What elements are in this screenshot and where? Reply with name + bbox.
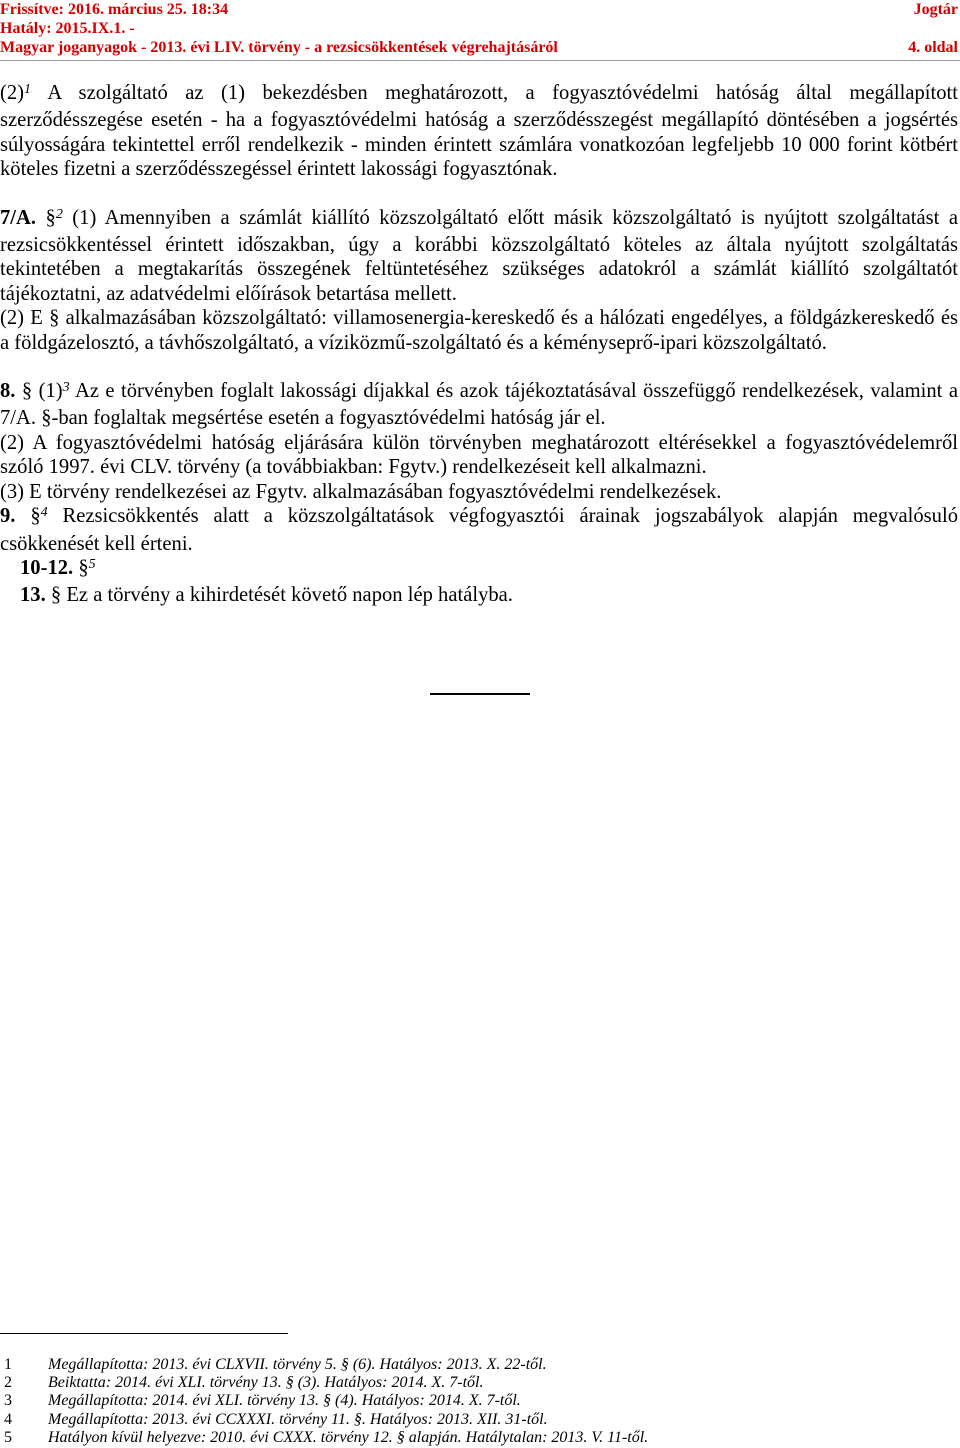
updated-date: Frissítve: 2016. március 25. 18:34 (0, 1, 229, 18)
section-number: 9. (0, 505, 16, 528)
paragraph-2: $(2)^1$ A szolgáltató az (1) bekezdésben meghatározott, a fogyasztóvédelmi hatóság által megállapított szerződésszegése esetén - ha a fogyasztóvédelmi hatóság a szerződésszegést megállapító döntésében a jogsértés súlyosságára tekintettel erről rendelkezik - minden érintett számlára vonatkozóan legfeljebb 10 000 forint kötbért köteles fizetni a szerződésszegéssel érintett lakossági fogyasztónak. (0, 82, 958, 181)
section-9: 9. §$^4$ Rezsicsökkentés alatt a közszolgáltatások végfogyasztói árainak jogszabályok alapján megvalósuló csökkenését kell érteni. (0, 505, 958, 555)
page-number: 4. oldal (908, 39, 958, 56)
footnote-item (0, 1356, 958, 1374)
publisher-name: Jogtár (913, 1, 958, 18)
section-7a-paragraph-2: (2) E § alkalmazásában közszolgáltató: villamosenergia-kereskedő és a hálózati engedélyes, a földgázkereskedő és a földgázelosztó, a távhőszolgáltató, a víziközmű-szolgáltató és a kéményseprő-ipari közszolgáltató. (0, 307, 958, 354)
footnote-divider (0, 1333, 288, 1334)
footnote-item (0, 1429, 958, 1447)
footnotes (0, 1356, 958, 1447)
section-number: 7/A. (0, 206, 37, 229)
section-7a: 7/A. §$^2$ (1) Amennyiben a számlát kiállító közszolgáltató előtt másik közszolgáltató is nyújtott szolgáltatást a rezsicsökkentéssel érintett időszakban, úgy a korábbi közszolgáltató köteles az általa nyújtott szolgáltatás tekintetében a megtakarítás összegének feltüntetéséhez szükséges adatokról a számlát kiállító szolgáltatót tájékoztatni, az adatvédelmi előírások betartása mellett. (0, 206, 959, 305)
footnote-ref-3[interactable]: 3 (62, 380, 70, 396)
footnote-ref-1[interactable]: 1 (24, 82, 32, 97)
header-divider (0, 60, 960, 61)
footnote-number: 3 (4, 1392, 12, 1410)
footnote-ref-4[interactable]: 4 (40, 505, 48, 521)
section-number: 10-12. (20, 556, 74, 579)
validity-date: Hatály: 2015.IX.1. - (0, 20, 135, 37)
header-line-3 (0, 38, 960, 57)
footnote-text: Hatályon kívül helyezve: 2010. évi CXXX. törvény 12. § alapján. Hatálytalan: 2013. V. 11-től. (48, 1428, 649, 1446)
footnote-text: Beiktatta: 2014. évi XLI. törvény 13. § (3). Hatályos: 2014. X. 7-től. (48, 1374, 484, 1392)
footnote-ref-5[interactable]: 5 (88, 556, 96, 572)
section-8: 8. § $(1)^3$ Az e törvényben foglalt lakossági díjakkal és azok tájékoztatásával összefüggő rendelkezések, valamint a 7/A. §-ban foglaltak megsértése esetén a fogyasztóvédelmi hatóság jár el. (0, 380, 958, 430)
law-text (0, 81, 958, 608)
section-8-paragraph-2: (2) A fogyasztóvédelmi hatóság eljárására külön törvényben meghatározott eltérésekkel a fogyasztóvédelemről szóló 1997. évi CLV. törvény (a továbbiakban: Fgytv.) rendelkezéseit kell alkalmazni. (0, 431, 958, 479)
section-8-paragraph-3: (3) E törvény rendelkezései az Fgytv. alkalmazásában fogyasztóvédelmi rendelkezések. (0, 480, 722, 503)
footnote-text: Megállapította: 2013. évi CCXXXI. törvény 11. §. Hatályos: 2013. XII. 31-től. (48, 1410, 548, 1428)
end-of-text-rule (430, 693, 530, 695)
footnote-item (0, 1392, 958, 1410)
footnote-number: 2 (4, 1374, 12, 1392)
section-13: 13. § Ez a törvény a kihirdetését követő napon lép hatályba. (20, 584, 513, 607)
section-number: 8. (0, 380, 16, 403)
footnote-number: 4 (4, 1410, 12, 1428)
section-10-12: 10-12. §$^5$ (20, 556, 96, 579)
footnote-text: Megállapította: 2013. évi CLXVII. törvény 5. § (6). Hatályos: 2013. X. 22-től. (48, 1356, 547, 1373)
footnote-text: Megállapította: 2014. évi XLI. törvény 13. § (4). Hatályos: 2014. X. 7-től. (48, 1392, 521, 1410)
footnote-number: 1 (4, 1356, 12, 1373)
footnote-ref-2[interactable]: 2 (55, 206, 63, 222)
footnote-item (0, 1411, 958, 1429)
document-title: Magyar joganyagok - 2013. évi LIV. törvény - a rezsicsökkentések végrehajtásáról (0, 39, 558, 56)
header-line-2 (0, 19, 960, 38)
header-line-1 (0, 0, 960, 19)
footnote-item (0, 1374, 958, 1392)
footnote-number: 5 (4, 1428, 12, 1446)
section-number: 13. (20, 584, 46, 607)
